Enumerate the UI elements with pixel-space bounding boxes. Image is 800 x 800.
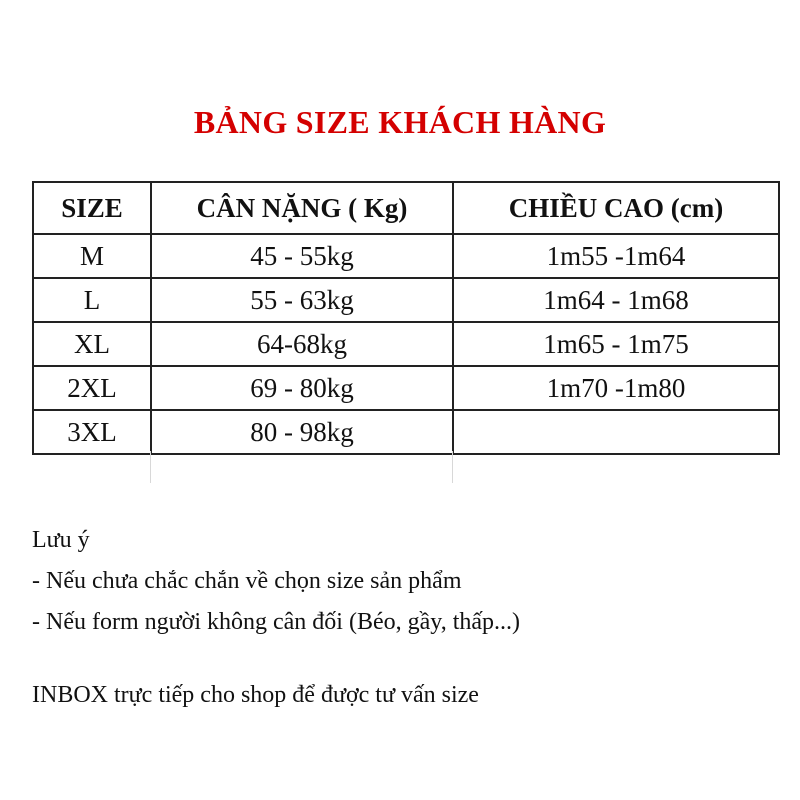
- height-cell: 1m65 - 1m75: [453, 322, 779, 366]
- size-cell: M: [33, 234, 151, 278]
- table-header-row: [33, 182, 779, 234]
- table-row: [33, 366, 779, 410]
- notes-heading: Lưu ý: [32, 527, 90, 553]
- size-cell: L: [33, 278, 151, 322]
- header-height: CHIỀU CAO (cm): [453, 182, 779, 234]
- height-cell: 1m55 -1m64: [453, 234, 779, 278]
- table-row: [33, 234, 779, 278]
- header-size: SIZE: [33, 182, 151, 234]
- height-cell: 1m64 - 1m68: [453, 278, 779, 322]
- note-item: - Nếu form người không cân đối (Béo, gầy, thấp...): [32, 609, 521, 635]
- size-table: [32, 181, 780, 455]
- size-cell: XL: [33, 322, 151, 366]
- weight-cell: 45 - 55kg: [151, 234, 453, 278]
- table-row: [33, 278, 779, 322]
- table-row: [33, 322, 779, 366]
- contact-text: INBOX trực tiếp cho shop để được tư vấn size: [32, 682, 479, 708]
- height-cell: 1m70 -1m80: [453, 366, 779, 410]
- faint-gridline: [452, 451, 453, 483]
- faint-gridlines: [32, 451, 778, 483]
- faint-gridline: [150, 451, 151, 483]
- weight-cell: 69 - 80kg: [151, 366, 453, 410]
- title: BẢNG SIZE KHÁCH HÀNG: [193, 104, 607, 140]
- height-cell: [453, 410, 779, 454]
- notes-section: [32, 520, 772, 643]
- weight-cell: 64-68kg: [151, 322, 453, 366]
- weight-cell: 80 - 98kg: [151, 410, 453, 454]
- header-weight: CÂN NẶNG ( Kg): [151, 182, 453, 234]
- weight-cell: 55 - 63kg: [151, 278, 453, 322]
- note-item: - Nếu chưa chắc chắn về chọn size sản phẩm: [32, 568, 462, 594]
- size-cell: 2XL: [33, 366, 151, 410]
- size-cell: 3XL: [33, 410, 151, 454]
- table-row: [33, 410, 779, 454]
